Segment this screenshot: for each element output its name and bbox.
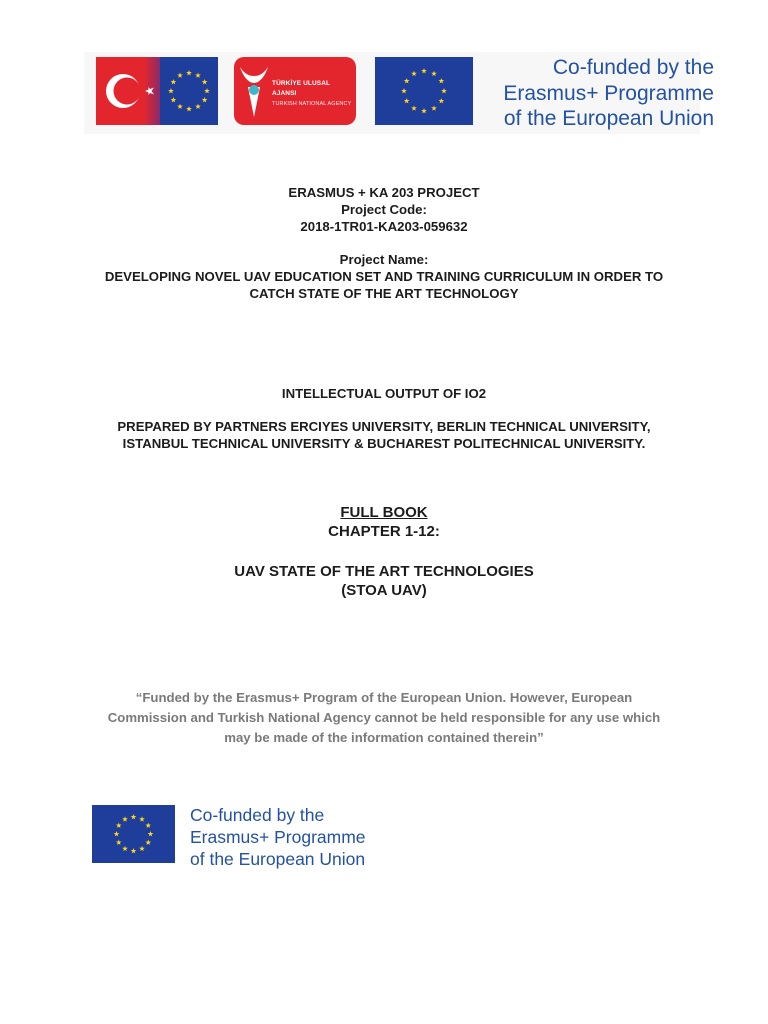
turkey-flag-icon	[96, 57, 160, 125]
eu-star-icon	[401, 88, 407, 93]
cofunded-text-top	[484, 55, 714, 132]
eu-star-icon	[186, 106, 192, 111]
eu-star-icon	[122, 816, 128, 821]
eu-star-icon	[404, 78, 410, 83]
project-header	[0, 184, 768, 235]
eu-star-icon	[195, 104, 201, 109]
cofunded-text-bottom	[190, 804, 366, 870]
eu-star-icon	[421, 108, 427, 113]
book-title: FULL BOOK	[340, 504, 428, 521]
book-subject-abbr: (STOA UAV)	[341, 582, 427, 599]
project-name-line: CATCH STATE OF THE ART TECHNOLOGY	[249, 286, 519, 301]
eu-star-icon	[116, 840, 122, 845]
prepared-line: ISTANBUL TECHNICAL UNIVERSITY & BUCHAREST POLITECHNICAL UNIVERSITY.	[122, 436, 646, 451]
eu-star-icon	[441, 88, 447, 93]
eu-star-icon	[411, 71, 417, 76]
funding-disclaimer	[80, 688, 688, 748]
eu-star-icon	[114, 831, 120, 836]
project-name-line: DEVELOPING NOVEL UAV EDUCATION SET AND TRAINING CURRICULUM IN ORDER TO	[104, 269, 664, 284]
eu-star-icon	[438, 98, 444, 103]
agency-name-tr: TÜRKİYE ULUSAL AJANSI	[272, 80, 330, 97]
disclaimer-line: may be made of the information contained therein”	[224, 730, 544, 745]
cofunded-line: of the European Union	[503, 107, 714, 130]
eu-flag-icon	[375, 57, 473, 125]
eu-star-icon	[438, 78, 444, 83]
eu-star-icon	[139, 846, 145, 851]
project-name	[0, 268, 768, 302]
disclaimer-line: Commission and Turkish National Agency cannot be held responsible for any use which	[107, 710, 661, 725]
eu-star-icon	[131, 848, 137, 853]
intellectual-output-title: INTELLECTUAL OUTPUT OF IO2	[281, 386, 487, 401]
cofunded-line: Co-funded by the	[552, 56, 714, 79]
eu-star-icon	[177, 104, 183, 109]
eu-star-icon	[139, 816, 145, 821]
eu-star-icon	[168, 88, 174, 93]
eu-star-icon	[177, 72, 183, 77]
eu-star-icon	[431, 71, 437, 76]
eu-star-icon	[148, 831, 154, 836]
cofunded-line: Erasmus+ Programme	[503, 81, 714, 105]
book-chapters: CHAPTER 1-12:	[328, 523, 440, 540]
eu-star-icon	[171, 79, 177, 84]
cofunded-line: Co-funded by the	[190, 805, 325, 825]
project-name-label: Project Name:	[339, 252, 429, 267]
eu-star-icon	[131, 814, 137, 819]
eu-star-icon	[186, 70, 192, 75]
cofunded-line: Erasmus+ Programme	[190, 827, 366, 847]
eu-star-icon	[404, 98, 410, 103]
eu-star-icon	[421, 68, 427, 73]
agency-name-en: TURKISH NATIONAL AGENCY	[272, 101, 352, 107]
project-code-label: Project Code:	[341, 202, 427, 217]
eu-star-icon	[116, 823, 122, 828]
program-line: ERASMUS + KA 203 PROJECT	[288, 185, 480, 200]
prepared-by	[0, 418, 768, 452]
eu-flag-icon	[92, 805, 175, 863]
eu-star-icon	[202, 79, 208, 84]
eu-star-icon	[431, 105, 437, 110]
eu-star-icon	[411, 105, 417, 110]
eu-star-icon	[122, 846, 128, 851]
book-subject: UAV STATE OF THE ART TECHNOLOGIES	[234, 563, 534, 580]
eu-star-icon	[204, 88, 210, 93]
prepared-line: PREPARED BY PARTNERS ERCIYES UNIVERSITY, BERLIN TECHNICAL UNIVERSITY,	[117, 419, 651, 434]
eu-star-icon	[202, 97, 208, 102]
eu-star-icon	[195, 72, 201, 77]
turkey-eu-flag-logo	[96, 57, 218, 125]
eu-flag-icon	[160, 57, 218, 125]
disclaimer-line: “Funded by the Erasmus+ Program of the European Union. However, European	[135, 690, 633, 705]
project-code: 2018-1TR01-KA203-059632	[300, 219, 468, 234]
eu-star-icon	[145, 823, 151, 828]
turkish-national-agency-logo	[234, 57, 356, 125]
eu-star-icon	[171, 97, 177, 102]
eu-star-icon	[145, 840, 151, 845]
cofunded-line: of the European Union	[190, 849, 366, 869]
